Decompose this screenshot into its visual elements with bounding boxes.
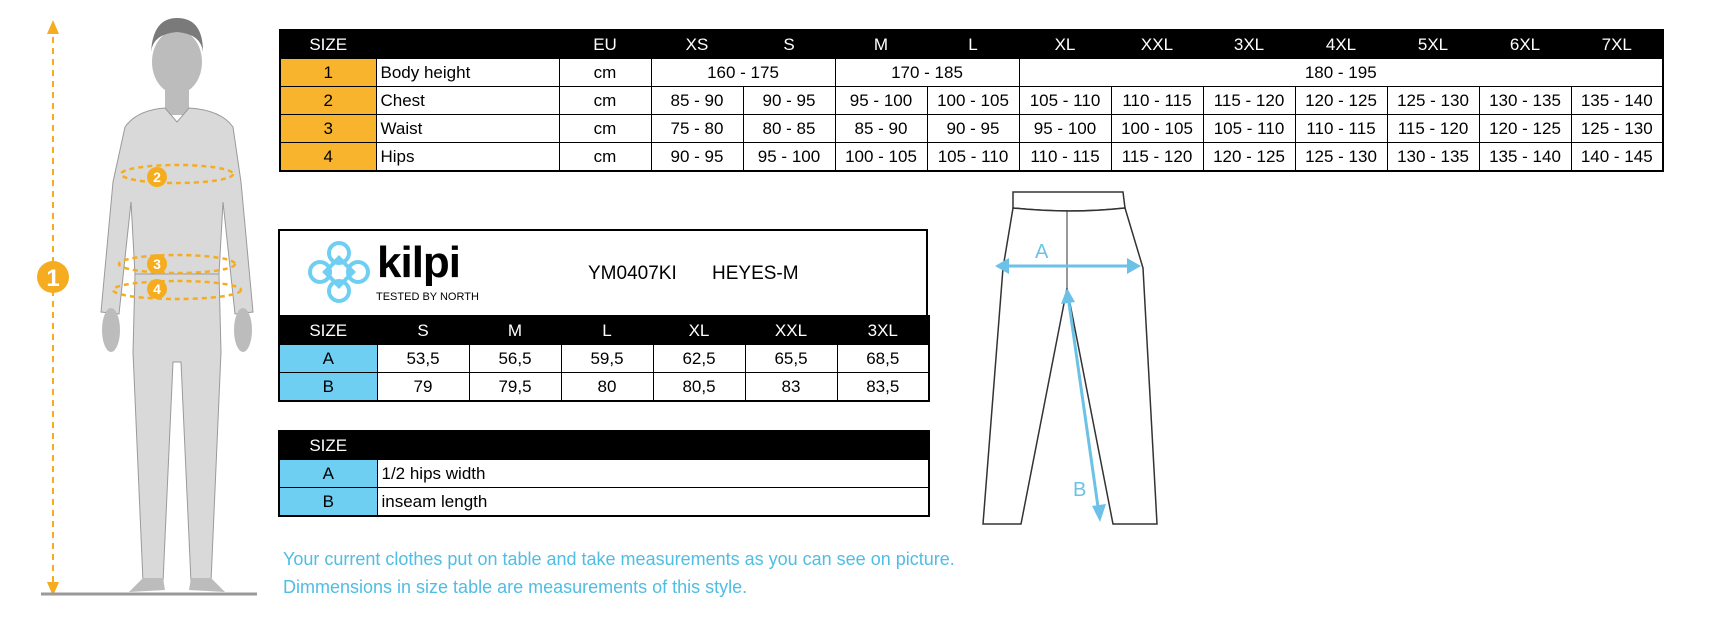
table-cell: 100 - 105 [835,143,927,172]
header-cell: 7XL [1571,30,1663,59]
table-cell: 68,5 [837,345,929,373]
header-cell: 4XL [1295,30,1387,59]
table-cell: 85 - 90 [651,87,743,115]
row-number: 4 [280,143,376,172]
header-cell: XL [653,316,745,345]
marker-4: 4 [153,281,161,297]
row-label: Hips [376,143,559,172]
row-number: 1 [280,59,376,87]
product-name: HEYES-M [712,263,799,284]
header-cell: SIZE [280,30,376,59]
row-label: A [279,460,377,488]
table-row [279,460,929,488]
table-row [280,115,1663,143]
table-cell: 100 - 105 [1111,115,1203,143]
pants-illustration [975,188,1175,533]
header-cell: SIZE [279,316,377,345]
table-cell: 170 - 185 [835,59,1019,87]
table-cell: 125 - 130 [1295,143,1387,172]
brand-name: kilpi [377,238,461,287]
table-cell: 80,5 [653,373,745,402]
table-cell: 65,5 [745,345,837,373]
table-cell: 125 - 130 [1387,87,1479,115]
row-number: 2 [280,87,376,115]
row-label: A [279,345,377,373]
table-cell: 95 - 100 [743,143,835,172]
table-cell: 105 - 110 [927,143,1019,172]
row-unit: cm [559,115,651,143]
measurement-legend-table [278,430,930,517]
table-cell: 115 - 120 [1203,87,1295,115]
table-row [280,59,1663,87]
table-cell: 110 - 115 [1019,143,1111,172]
table-cell: 105 - 110 [1203,115,1295,143]
header-cell: M [469,316,561,345]
header-cell: XXL [745,316,837,345]
table-cell: 105 - 110 [1019,87,1111,115]
table-row [280,87,1663,115]
marker-3: 3 [153,256,161,272]
legend-header [279,431,929,460]
table-cell: 79,5 [469,373,561,402]
header-cell: L [927,30,1019,59]
row-label: Waist [376,115,559,143]
row-unit: cm [559,87,651,115]
header-cell: EU [559,30,651,59]
kilpi-knot-logo-icon [306,239,372,305]
table-cell: 110 - 115 [1295,115,1387,143]
marker-2: 2 [153,169,161,185]
row-unit: cm [559,143,651,172]
legend-description: inseam length [377,488,929,517]
header-cell: 3XL [1203,30,1295,59]
table-cell: 90 - 95 [651,143,743,172]
header-cell: 3XL [837,316,929,345]
row-label: Body height [376,59,559,87]
table-cell: 120 - 125 [1203,143,1295,172]
table-cell: 95 - 100 [1019,115,1111,143]
dimensions-note: Dimmensions in size table are measurements of this style. [283,577,748,597]
measurement-note: Your current clothes put on table and take measurements as you can see on picture. [283,549,955,569]
header-cell: 6XL [1479,30,1571,59]
pants-marker-a: A [1035,241,1049,263]
header-cell: L [561,316,653,345]
table-cell: 95 - 100 [835,87,927,115]
table-cell: 56,5 [469,345,561,373]
table-cell: 100 - 105 [927,87,1019,115]
table-cell: 80 [561,373,653,402]
header-cell [377,431,929,460]
table-cell: 75 - 80 [651,115,743,143]
product-size-box [278,229,928,317]
table-row [279,488,929,517]
header-cell: SIZE [279,431,377,460]
table-cell: 120 - 125 [1479,115,1571,143]
header-cell: 5XL [1387,30,1479,59]
legend-description: 1/2 hips width [377,460,929,488]
table-cell: 80 - 85 [743,115,835,143]
body-figure-illustration [25,12,265,602]
row-unit: cm [559,59,651,87]
table-row [279,345,929,373]
row-label: Chest [376,87,559,115]
table-row [279,373,929,402]
table-cell: 79 [377,373,469,402]
table-row [280,143,1663,172]
table-cell: 90 - 95 [743,87,835,115]
header-cell: XXL [1111,30,1203,59]
row-label: B [279,373,377,402]
header-cell: XL [1019,30,1111,59]
table-cell: 53,5 [377,345,469,373]
row-number: 3 [280,115,376,143]
brand-tagline: TESTED BY NORTH [376,291,479,303]
table-cell: 180 - 195 [1019,59,1663,87]
product-code: YM0407KI [588,263,677,284]
table-cell: 140 - 145 [1571,143,1663,172]
table-cell: 110 - 115 [1111,87,1203,115]
header-cell: XS [651,30,743,59]
size-chart-header [280,30,1663,59]
table-cell: 130 - 135 [1479,87,1571,115]
pants-table-header [279,316,929,345]
table-cell: 130 - 135 [1387,143,1479,172]
marker-1: 1 [46,265,60,292]
size-chart-table [279,29,1664,172]
table-cell: 120 - 125 [1295,87,1387,115]
table-cell: 83,5 [837,373,929,402]
pants-marker-b: B [1073,479,1087,501]
table-cell: 135 - 140 [1479,143,1571,172]
table-cell: 85 - 90 [835,115,927,143]
table-cell: 160 - 175 [651,59,835,87]
pants-size-table [278,315,930,402]
header-cell: M [835,30,927,59]
table-cell: 125 - 130 [1571,115,1663,143]
table-cell: 135 - 140 [1571,87,1663,115]
table-cell: 59,5 [561,345,653,373]
table-cell: 115 - 120 [1111,143,1203,172]
table-cell: 115 - 120 [1387,115,1479,143]
table-cell: 62,5 [653,345,745,373]
header-cell: S [743,30,835,59]
row-label: B [279,488,377,517]
table-cell: 83 [745,373,837,402]
header-cell [376,30,559,59]
table-cell: 90 - 95 [927,115,1019,143]
header-cell: S [377,316,469,345]
